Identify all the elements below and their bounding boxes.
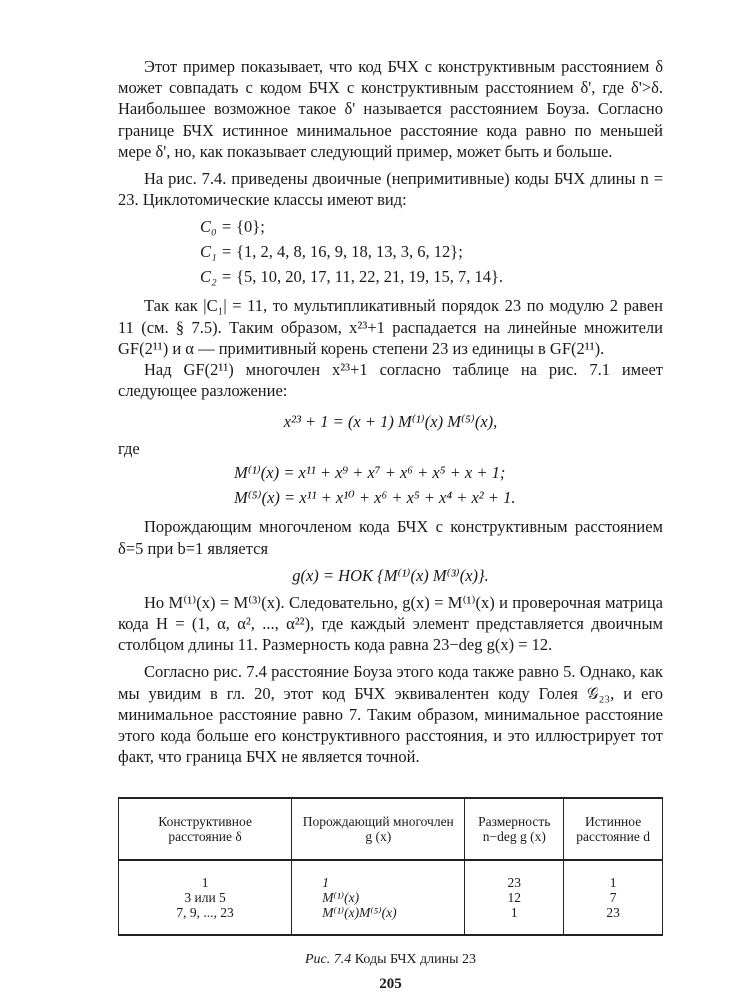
paragraph-check-matrix: Но M⁽¹⁾(x) = M⁽³⁾(x). Следовательно, g(x) = M⁽¹⁾(x) и проверочная матрица кода H = (1, α, α², ..., α²²), где каждый элемент представляется двоичным столбцом длины 11. Размерность кода равна 23−deg g(x) = 12.: [118, 592, 663, 655]
paragraph-figure-intro: На рис. 7.4. приведены двоичные (непримитивные) коды БЧХ длины n = 23. Циклотомические классы имеют вид:: [118, 169, 663, 210]
figure-label: Рис. 7.4: [304, 952, 352, 968]
cyclotomic-classes: [200, 214, 663, 289]
paragraph-golay: Согласно рис. 7.4 расстояние Боуза этого кода также равно 5. Однако, как мы увидим в гл. 20, этот код БЧХ эквивалентен коду Голея 𝒢₂₃, и его минимальное расстояние равно 7. Таким образом, минимальное расстояние этого кода больше его конструктивного расстояния, и это иллюстрирует тот факт, что граница БЧХ не является точной.: [118, 662, 663, 767]
cell-delta: 1: [119, 860, 292, 890]
page-number: 205: [379, 976, 402, 993]
cell-dimension: 12: [465, 890, 564, 905]
paragraph-factorization-intro: Над GF(2¹¹) многочлен x²³+1 согласно таблице на рис. 7.1 имеет следующее разложение:: [118, 360, 663, 401]
header-generator-polynomial: Порождающий многочлен g (x): [292, 798, 465, 860]
page-body: [118, 56, 663, 993]
equation-generator: g(x) = НОК {M⁽¹⁾(x) M⁽³⁾(x)}.: [292, 565, 489, 585]
figure-title: Коды БЧХ длины 23: [354, 952, 477, 968]
where-label: где: [118, 439, 140, 459]
cell-distance: 23: [564, 905, 663, 935]
cyclotomic-class-0: C₀ = {0};: [200, 217, 265, 237]
cell-generator: M⁽¹⁾(x)M⁽⁵⁾(x): [292, 905, 465, 935]
paragraph-multiplicative-order: Так как |C₁| = 11, то мультипликативный порядок 23 по модулю 2 равен 11 (см. § 7.5). Таким образом, x²³+1 распадается на линейные множители GF(2¹¹) и α — примитивный корень степени 23 из единицы в GF(2¹¹).: [118, 296, 663, 358]
cell-generator: 1: [292, 860, 465, 890]
header-constructive-distance: Конструктивное расстояние δ: [119, 798, 292, 860]
header-dimension: Размерность n−deg g (x): [465, 798, 564, 860]
table-row: [119, 890, 663, 905]
cell-delta: 3 или 5: [119, 890, 292, 905]
table-row: [119, 860, 663, 890]
cell-distance: 7: [564, 890, 663, 905]
cyclotomic-class-2: C₂ = {5, 10, 20, 17, 11, 22, 21, 19, 15, 7, 14}.: [200, 267, 503, 287]
cyclotomic-class-1: C₁ = {1, 2, 4, 8, 16, 9, 18, 13, 3, 6, 12};: [200, 242, 463, 262]
cell-dimension: 23: [465, 860, 564, 890]
equation-factorization: x²³ + 1 = (x + 1) M⁽¹⁾(x) M⁽⁵⁾(x),: [283, 412, 498, 432]
equation-m1: M⁽¹⁾(x) = x¹¹ + x⁹ + x⁷ + x⁶ + x⁵ + x + 1;: [234, 463, 506, 483]
cell-generator: M⁽¹⁾(x): [292, 890, 465, 905]
figure-caption: [118, 952, 663, 968]
cell-distance: 1: [564, 860, 663, 890]
table-header-row: [119, 798, 663, 860]
header-true-distance: Истинное расстояние d: [564, 798, 663, 860]
bch-codes-table: [118, 797, 663, 936]
equation-m5: M⁽⁵⁾(x) = x¹¹ + x¹⁰ + x⁶ + x⁵ + x⁴ + x² + 1.: [234, 488, 516, 508]
minimal-polynomials: [234, 460, 663, 510]
cell-dimension: 1: [465, 905, 564, 935]
paragraph-bose-distance: Этот пример показывает, что код БЧХ с конструктивным расстоянием δ может совпадать с кодом БЧХ с конструктивным расстоянием δ', где δ'>δ. Наибольшее возможное такое δ' называется расстоянием Боуза. Согласно границе БЧХ истинное минимальное расстояние кода равно по меньшей мере δ', но, как показывает следующий пример, может быть и больше.: [118, 57, 663, 161]
cell-delta: 7, 9, ..., 23: [119, 905, 292, 935]
paragraph-generator: Порождающим многочленом кода БЧХ с конструктивным расстоянием δ=5 при b=1 является: [118, 517, 663, 558]
table-row: [119, 905, 663, 935]
